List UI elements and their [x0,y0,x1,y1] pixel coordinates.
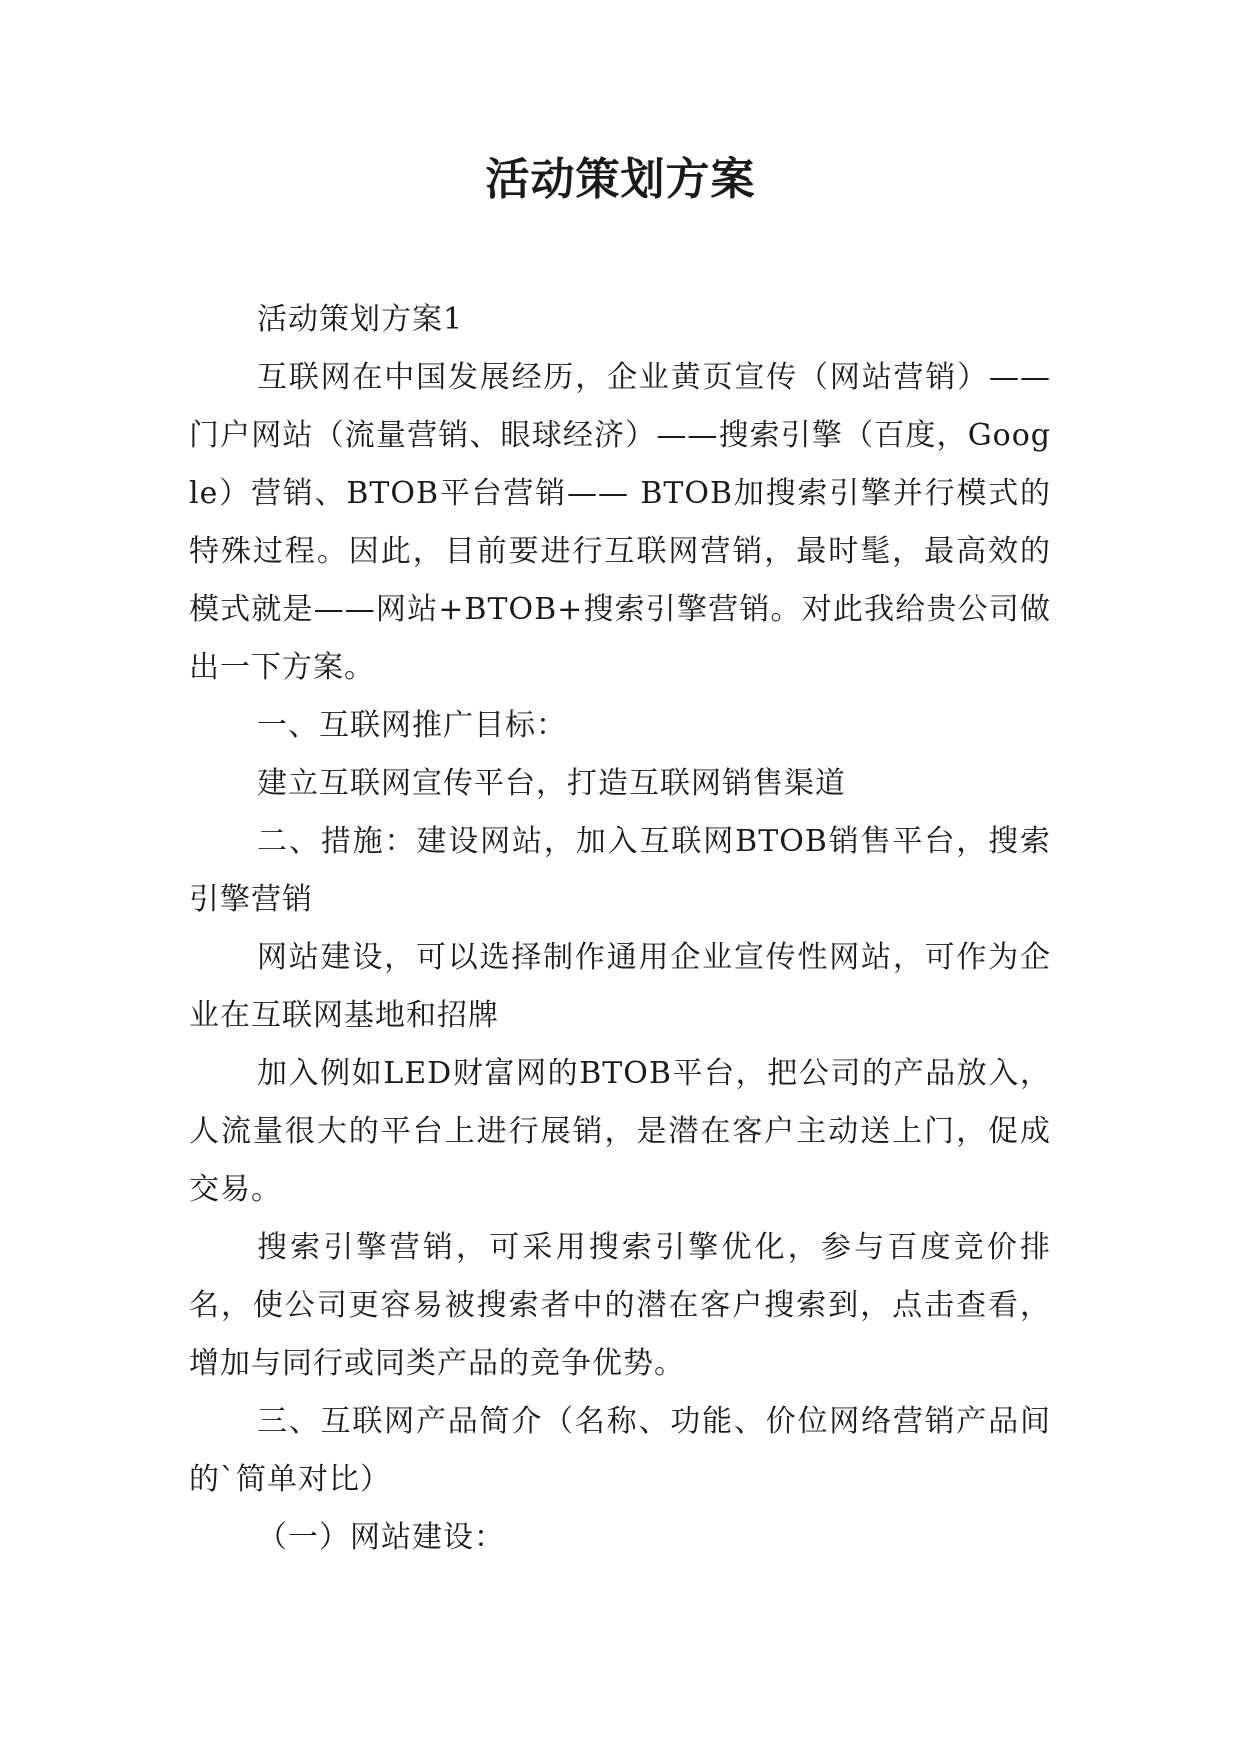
paragraph-btob: 加入例如LED财富网的BTOB平台，把公司的产品放入，人流量很大的平台上进行展销，是潜在客户主动送上门，促成交易。 [189,1056,1051,1207]
paragraph-measures: 二、措施：建设网站，加入互联网BTOB销售平台，搜索引擎营销 [189,824,1051,917]
paragraph-goal: 建立互联网宣传平台，打造互联网销售渠道 [257,766,846,801]
paragraph-search-engine: 搜索引擎营销，可采用搜索引擎优化，参与百度竞价排名，使公司更容易被搜索者中的潜在客户搜索到，点击查看，增加与同行或同类产品的竞争优势。 [189,1230,1051,1381]
paragraph-website: 网站建设，可以选择制作通用企业宣传性网站，可作为企业在互联网基地和招牌 [189,940,1051,1033]
paragraph-intro: 互联网在中国发展经历，企业黄页宣传（网站营销）——门户网站（流量营销、眼球经济）——搜索引擎（百度，Google）营销、BTOB平台营销—— BTOB加搜索引擎并行模式的特殊过程。因此，目前要进行互联网营销，最时髦，最高效的模式就是——网站+BTOB+搜索引擎营销。对此我给贵公司做出一下方案。 [189,360,1051,685]
paragraph-section-heading: 活动策划方案1 [257,302,464,337]
document-body [189,291,1051,1567]
document-title: 活动策划方案 [485,154,756,205]
paragraph-goal-heading: 一、互联网推广目标： [257,708,567,743]
paragraph-website-subheading: （一）网站建设： [257,1520,505,1555]
paragraph-products-heading: 三、互联网产品简介（名称、功能、价位网络营销产品间的`简单对比） [189,1404,1051,1497]
